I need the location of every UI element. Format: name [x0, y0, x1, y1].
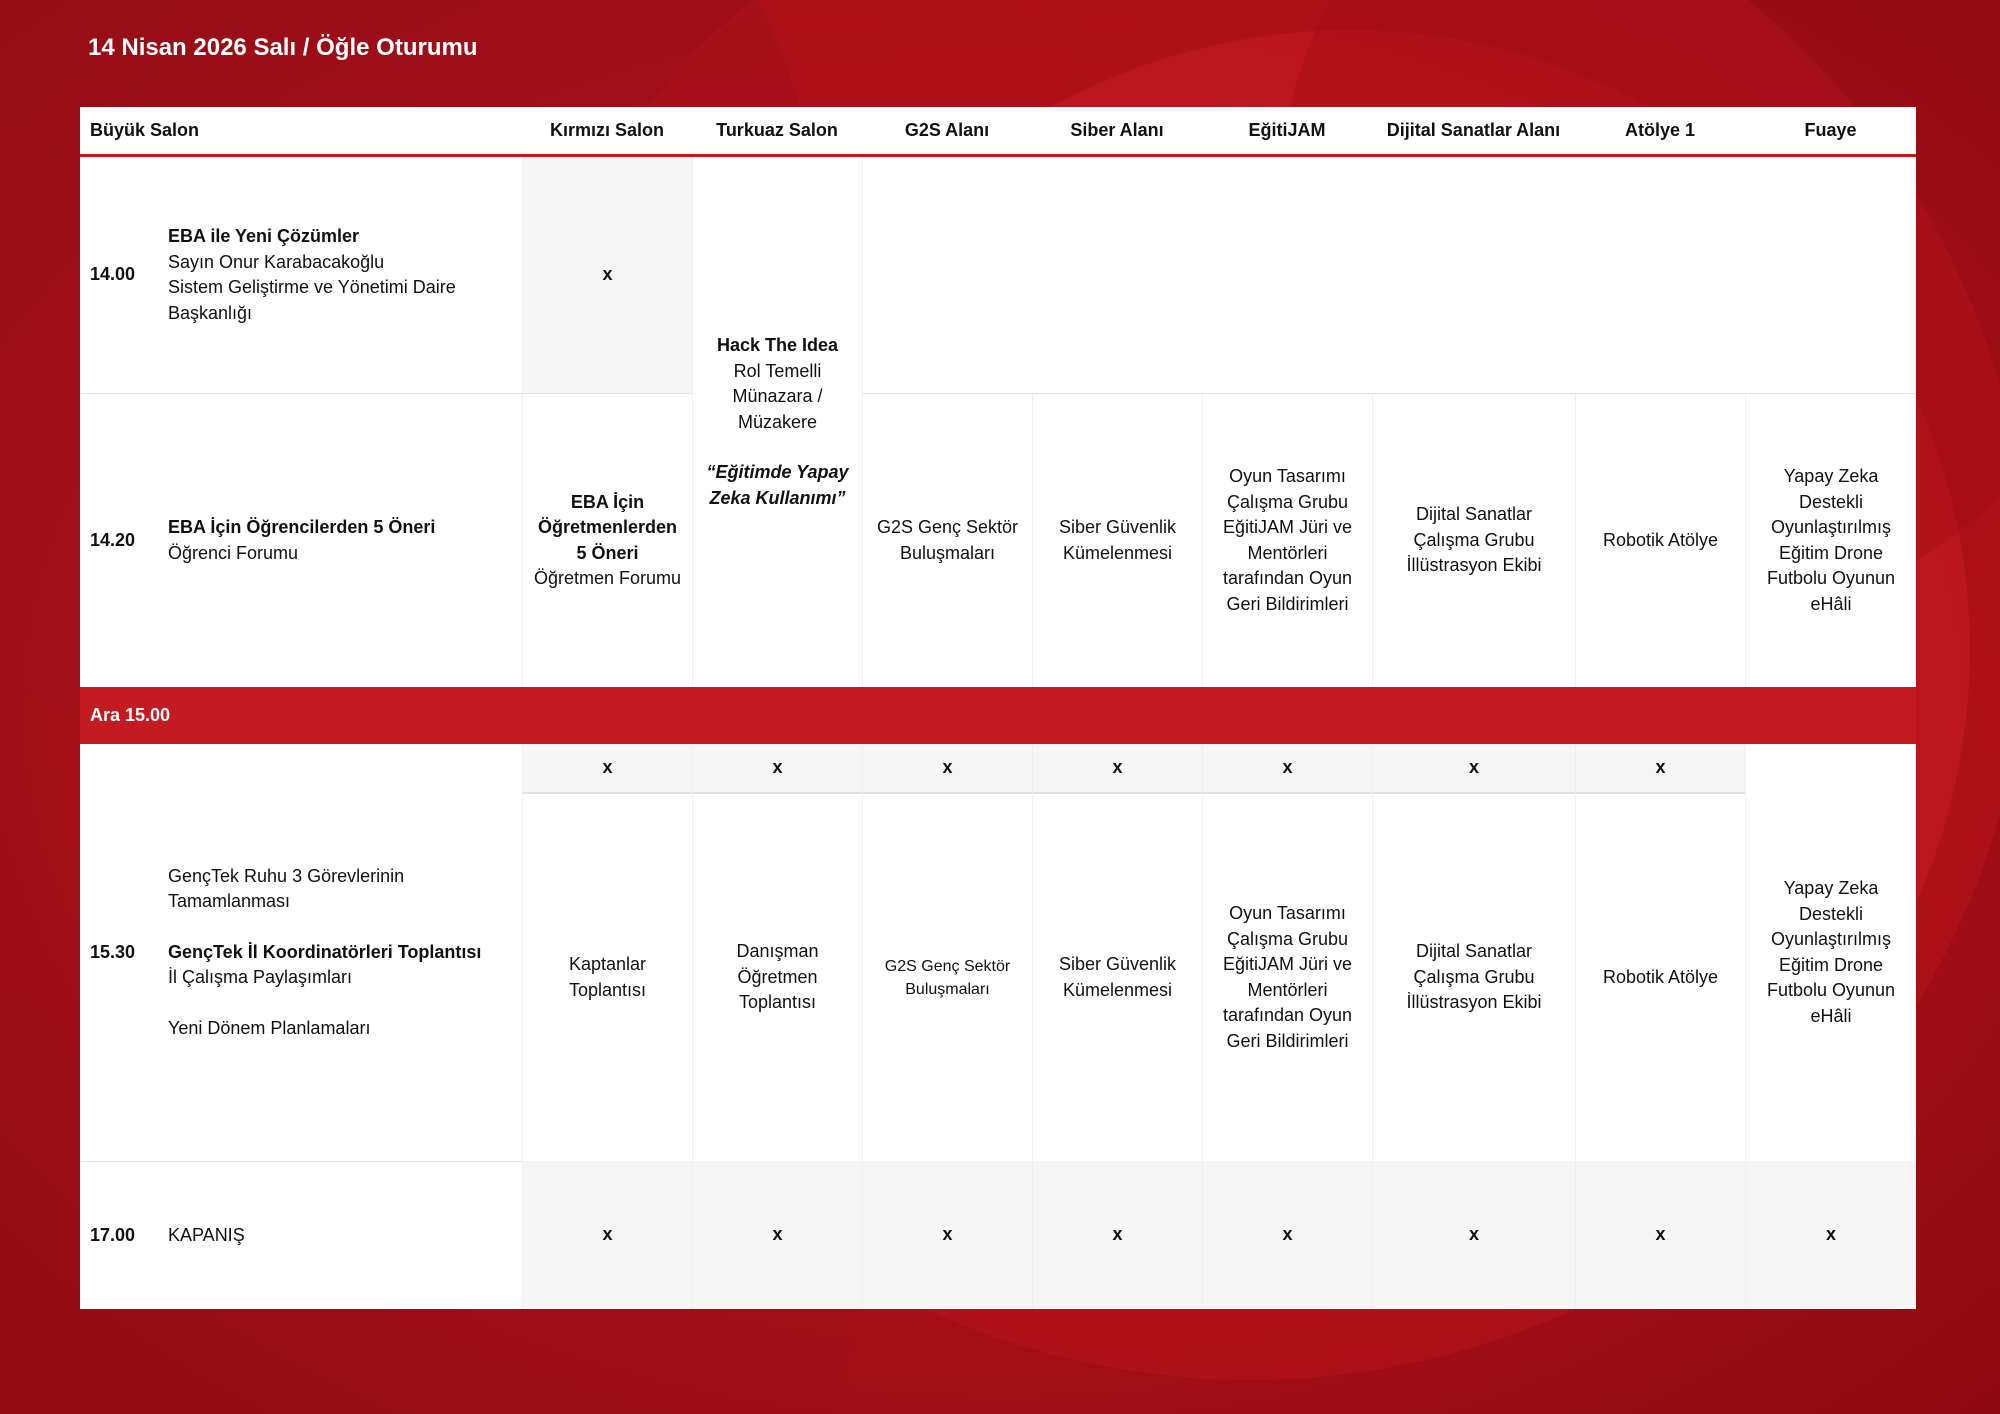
empty-mark: x [1282, 1224, 1293, 1245]
header-kirmizi-salon: Kırmızı Salon [522, 107, 692, 157]
session-text: Robotik Atölye [1602, 966, 1719, 987]
cell-1530-atolye [1575, 794, 1745, 1161]
cell-1420-siber [1032, 393, 1202, 687]
cell-1530-g2s [862, 794, 1032, 1161]
cell-1500-g2s [862, 744, 1032, 794]
cell-1530-dijital [1372, 794, 1575, 1161]
cell-1700-siber [1032, 1161, 1202, 1309]
session-title: Hack The Idea [716, 335, 839, 355]
empty-mark: x [1112, 1224, 1123, 1245]
empty-mark: x [942, 1224, 953, 1245]
session-text: Oyun Tasarımı Çalışma Grubu EğitiJAM Jüri ve Mentörleri tarafından Oyun Geri Bildirimleri [1222, 466, 1353, 614]
header-dijital-sanatlar: Dijital Sanatlar Alanı [1372, 107, 1575, 157]
session-quote: “Eğitimde Yapay Zeka Kullanımı” [706, 462, 849, 508]
session-description: Rol Temelli Münazara / Müzakere [732, 360, 823, 432]
break-row: Ara 15.00 [80, 687, 1916, 744]
cell-1700-turkuaz [692, 1161, 862, 1309]
empty-mark: x [602, 757, 613, 778]
event-title: EBA ile Yeni Çözümler [168, 226, 360, 246]
cell-1700-fuaye [1745, 1161, 1916, 1309]
event-line: Yeni Dönem Planlamaları [168, 1017, 371, 1038]
session-text: Yapay Zeka Destekli Oyunlaştırılmış Eğitim Drone Futbolu Oyunun eHâli [1766, 466, 1896, 614]
event-line: GençTek Ruhu 3 Görevlerinin Tamamlanması [168, 865, 405, 912]
empty-mark: x [772, 757, 783, 778]
cell-1500-siber [1032, 744, 1202, 794]
empty-mark: x [1468, 1224, 1479, 1245]
header-turkuaz-salon: Turkuaz Salon [692, 107, 862, 157]
empty-mark: x [1655, 1224, 1666, 1245]
empty-mark: x [772, 1224, 783, 1245]
session-subtitle: Öğretmen Forumu [533, 568, 682, 588]
session-text: Siber Güvenlik Kümelenmesi [1058, 954, 1177, 1000]
empty-mark: x [602, 1224, 613, 1245]
cell-1500-atolye [1575, 744, 1745, 794]
event-line: İl Çalışma Paylaşımları [168, 967, 353, 988]
empty-mark: x [1282, 757, 1293, 778]
cell-1700-atolye [1575, 1161, 1745, 1309]
session-text: Kaptanlar Toplantısı [568, 954, 647, 1000]
time-1420: 14.20 [80, 393, 168, 687]
cell-1500-dijital [1372, 744, 1575, 794]
cell-1530-fuaye [1745, 744, 1916, 1161]
cell-1420-egitijam [1202, 393, 1372, 687]
session-text: G2S Genç Sektör Buluşmaları [884, 957, 1011, 998]
session-text: Danışman Öğretmen Toplantısı [736, 941, 819, 1013]
header-egitijam: EğitiJAM [1202, 107, 1372, 157]
session-text: Oyun Tasarımı Çalışma Grubu EğitiJAM Jüri ve Mentörleri tarafından Oyun Geri Bildirimleri [1222, 903, 1353, 1051]
event-1400 [168, 157, 522, 393]
time-1400: 14.00 [80, 157, 168, 393]
header-atolye-1: Atölye 1 [1575, 107, 1745, 157]
cell-1420-g2s [862, 393, 1032, 687]
cell-1700-egitijam [1202, 1161, 1372, 1309]
cell-1530-siber [1032, 794, 1202, 1161]
cell-1700-dijital [1372, 1161, 1575, 1309]
header-buyuk-salon: Büyük Salon [80, 107, 522, 157]
cell-turkuaz-hack-the-idea [692, 157, 862, 687]
empty-mark: x [1468, 757, 1479, 778]
session-text: G2S Genç Sektör Buluşmaları [876, 517, 1019, 563]
empty-mark: x [1112, 757, 1123, 778]
session-text: Robotik Atölye [1602, 529, 1719, 550]
cell-1500-kirmizi [522, 744, 692, 794]
event-title: KAPANIŞ [168, 1224, 245, 1245]
event-1420 [168, 393, 522, 687]
schedule-table [80, 107, 1916, 1309]
session-text: Dijital Sanatlar Çalışma Grubu İllüstrasyon Ekibi [1406, 941, 1542, 1013]
event-speaker: Sayın Onur Karabacakoğlu [168, 251, 385, 272]
event-subtitle: Öğrenci Forumu [168, 542, 299, 563]
empty-mark: x [602, 264, 613, 285]
empty-mark: x [1825, 1224, 1836, 1245]
session-title: EBA İçin Öğretmenlerden 5 Öneri [537, 491, 678, 563]
cell-1500-turkuaz [692, 744, 862, 794]
page-title: 14 Nisan 2026 Salı / Öğle Oturumu [88, 34, 478, 61]
session-text: Dijital Sanatlar Çalışma Grubu İllüstrasyon Ekibi [1406, 504, 1542, 576]
cell-1500-egitijam [1202, 744, 1372, 794]
header-fuaye: Fuaye [1745, 107, 1916, 157]
cell-1420-atolye [1575, 393, 1745, 687]
cell-1420-fuaye [1745, 393, 1916, 687]
cell-1700-kirmizi [522, 1161, 692, 1309]
event-1530 [168, 744, 522, 1161]
cell-1530-turkuaz [692, 794, 862, 1161]
empty-mark: x [942, 757, 953, 778]
session-text: Siber Güvenlik Kümelenmesi [1058, 517, 1177, 563]
header-siber-alani: Siber Alanı [1032, 107, 1202, 157]
header-g2s-alani: G2S Alanı [862, 107, 1032, 157]
time-1700: 17.00 [80, 1161, 168, 1309]
cell-1420-dijital [1372, 393, 1575, 687]
cell-1530-kirmizi [522, 794, 692, 1161]
event-title: EBA İçin Öğrencilerden 5 Öneri [168, 517, 436, 537]
empty-mark: x [1655, 757, 1666, 778]
cell-1530-egitijam [1202, 794, 1372, 1161]
cell-1420-kirmizi [522, 393, 692, 687]
time-1530: 15.30 [80, 744, 168, 1161]
event-title: GençTek İl Koordinatörleri Toplantısı [168, 941, 482, 962]
session-text: Yapay Zeka Destekli Oyunlaştırılmış Eğitim Drone Futbolu Oyunun eHâli [1766, 878, 1896, 1026]
cell-1700-g2s [862, 1161, 1032, 1309]
cell-1400-kirmizi [522, 157, 692, 393]
event-department: Sistem Geliştirme ve Yönetimi Daire Başkanlığı [168, 277, 456, 323]
event-1700 [168, 1161, 522, 1309]
cell-1400-empty [862, 157, 1916, 393]
